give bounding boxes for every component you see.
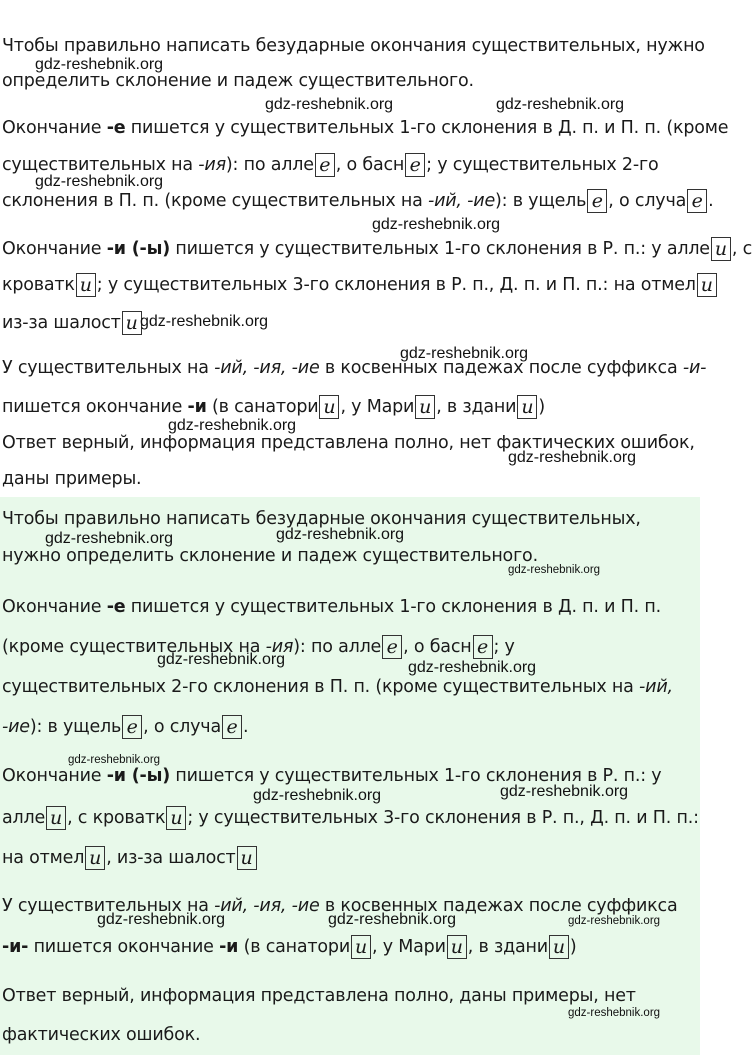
ending-box: и (711, 237, 731, 261)
watermark: gdz-reshebnik.org (35, 56, 164, 73)
paragraph-line: фактических ошибок. (2, 1025, 201, 1045)
ending-box: и (697, 273, 717, 297)
paragraph-line: пишется окончание -и (в санатори и , у Мари и , в здани и ) (2, 396, 545, 418)
ending-box: и (85, 846, 105, 870)
watermark: gdz-reshebnik.org (568, 1007, 661, 1019)
ending-box: и (76, 273, 96, 297)
watermark: gdz-reshebnik.org (408, 659, 537, 676)
ending-box: е (382, 635, 402, 659)
paragraph-line: существительных 2-го склонения в П. п. (кроме существительных на -ий, (2, 677, 673, 697)
paragraph-line: Ответ верный, информация представлена полно, даны примеры, нет (2, 986, 636, 1006)
ending-box: и (46, 806, 66, 830)
paragraph-line: У существительных на -ий, -ия, -ие в косвенных падежах после суффикса (2, 896, 678, 916)
ending-box: и (122, 311, 142, 335)
paragraph-line: Окончание -е пишется у существительных 1-го склонения в Д. п. и П. п. (кроме (2, 118, 729, 138)
ending-box: и (517, 395, 537, 419)
ending-box: е (122, 715, 142, 739)
watermark: gdz-reshebnik.org (140, 313, 269, 330)
paragraph-line: нужно определить склонение и падеж существительного. (2, 546, 538, 566)
ending-box: е (222, 715, 242, 739)
paragraph-line: даны примеры. (2, 469, 142, 489)
paragraph-line: Окончание -и (-ы) пишется у существительных 1-го склонения в Р. п.: у алле и , с (2, 238, 752, 260)
watermark: gdz-reshebnik.org (496, 96, 625, 113)
answer-original (0, 0, 752, 497)
ending-box: е (405, 153, 425, 177)
watermark: gdz-reshebnik.org (35, 173, 164, 190)
paragraph-line: -ие): в ущель е , о случа е . (2, 716, 249, 738)
watermark: gdz-reshebnik.org (372, 216, 501, 233)
paragraph-line: алле и , с кроватк и ; у существительных 3-го склонения в Р. п., Д. п. и П. п.: (2, 807, 699, 829)
ending-box: и (237, 846, 257, 870)
ending-box: е (587, 189, 607, 213)
ending-box: и (166, 806, 186, 830)
watermark: gdz-reshebnik.org (400, 345, 529, 362)
watermark: gdz-reshebnik.org (508, 449, 637, 466)
watermark: gdz-reshebnik.org (508, 564, 601, 576)
paragraph-line: существительных на -ия): по алле е , о басн е ; у существительных 2-го (2, 154, 659, 176)
paragraph-line: (кроме существительных на -ия): по алле е , о басн е ; у (2, 636, 515, 658)
paragraph-line: из-за шалост и (2, 311, 143, 335)
watermark: gdz-reshebnik.org (328, 911, 457, 928)
paragraph-line: определить склонение и падеж существительного. (2, 71, 474, 91)
watermark: gdz-reshebnik.org (265, 96, 394, 113)
paragraph-line: Окончание -и (-ы) пишется у существительных 1-го склонения в Р. п.: у (2, 766, 662, 786)
watermark: gdz-reshebnik.org (68, 754, 161, 766)
watermark: gdz-reshebnik.org (97, 911, 226, 928)
paragraph-line: -и- пишется окончание -и (в санатори и , у Мари и , в здани и ) (2, 936, 577, 958)
answer-revised (0, 497, 700, 1055)
ending-box: е (687, 189, 707, 213)
paragraph-line: Чтобы правильно написать безударные окончания существительных, (2, 509, 641, 529)
ending-box: е (315, 153, 335, 177)
watermark: gdz-reshebnik.org (500, 783, 629, 800)
paragraph-line: Окончание -е пишется у существительных 1-го склонения в Д. п. и П. п. (2, 597, 661, 617)
ending-box: и (447, 935, 467, 959)
paragraph-line: Чтобы правильно написать безударные окончания существительных, нужно (2, 36, 705, 56)
watermark: gdz-reshebnik.org (276, 526, 405, 543)
paragraph-line: Ответ верный, информация представлена полно, нет фактических ошибок, (2, 433, 695, 453)
paragraph-line: на отмел и , из-за шалост и (2, 846, 258, 870)
ending-box: и (549, 935, 569, 959)
watermark: gdz-reshebnik.org (45, 530, 174, 547)
watermark: gdz-reshebnik.org (157, 651, 286, 668)
watermark: gdz-reshebnik.org (168, 417, 297, 434)
watermark: gdz-reshebnik.org (568, 915, 661, 927)
ending-box: е (473, 635, 493, 659)
ending-box: и (351, 935, 371, 959)
paragraph-line: У существительных на -ий, -ия, -ие в косвенных падежах после суффикса -и- (2, 358, 707, 378)
paragraph-line: склонения в П. п. (кроме существительных на -ий, -ие): в ущель е , о случа е . (2, 190, 714, 212)
ending-box: и (319, 395, 339, 419)
paragraph-line: кроватк и ; у существительных 3-го склонения в Р. п., Д. п. и П. п.: на отмел и (2, 273, 718, 297)
ending-box: и (415, 395, 435, 419)
watermark: gdz-reshebnik.org (253, 787, 382, 804)
